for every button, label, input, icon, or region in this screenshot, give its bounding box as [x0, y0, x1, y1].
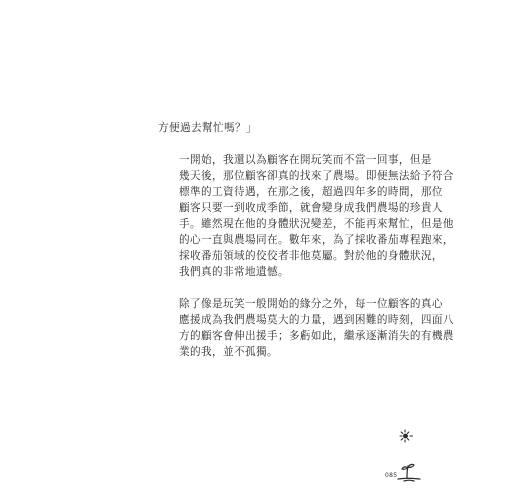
sprout-icon [396, 460, 422, 482]
text-line: 我們真的非常地遺憾。 [179, 266, 289, 278]
text-line: 手。雖然現在他的身體狀況變差，不能再來幫忙，但是他 [179, 218, 454, 230]
body-text [158, 120, 454, 376]
text-line: 方的顧客會伸出援手；多虧如此，繼承逐漸消失的有機農 [179, 330, 454, 342]
text-line: 採收番茄領域的佼佼者非他莫屬。對於他的身體狀況， [179, 250, 443, 262]
sun-icon [398, 429, 414, 443]
text-line: 標準的工資待遇，在那之後，超過四年多的時間，那位 [179, 186, 443, 198]
text-line: 幾天後，那位顧客卻真的找來了農場。即便無法給予符合 [179, 170, 454, 182]
paragraph [158, 296, 454, 360]
paragraph [158, 152, 454, 280]
text-line: 應援成為我們農場莫大的力量，遇到困難的時刻，四面八 [179, 314, 454, 326]
text-line: 方便過去幫忙嗎？」 [158, 122, 257, 134]
text-line: 業的我，並不孤獨。 [179, 346, 278, 358]
page-number: 085 [385, 472, 398, 479]
text-line: 除了像是玩笑一般開始的緣分之外，每一位顧客的真心 [179, 298, 443, 310]
text-line: 的心一直與農場同在。數年來，為了採收番茄專程跑來， [179, 234, 454, 246]
text-line: 一開始，我還以為顧客在開玩笑而不當一回事，但是 [179, 154, 432, 166]
paragraph [158, 120, 390, 136]
text-line: 顧客只要一到收成季節，就會變身成我們農場的珍貴人 [179, 202, 443, 214]
